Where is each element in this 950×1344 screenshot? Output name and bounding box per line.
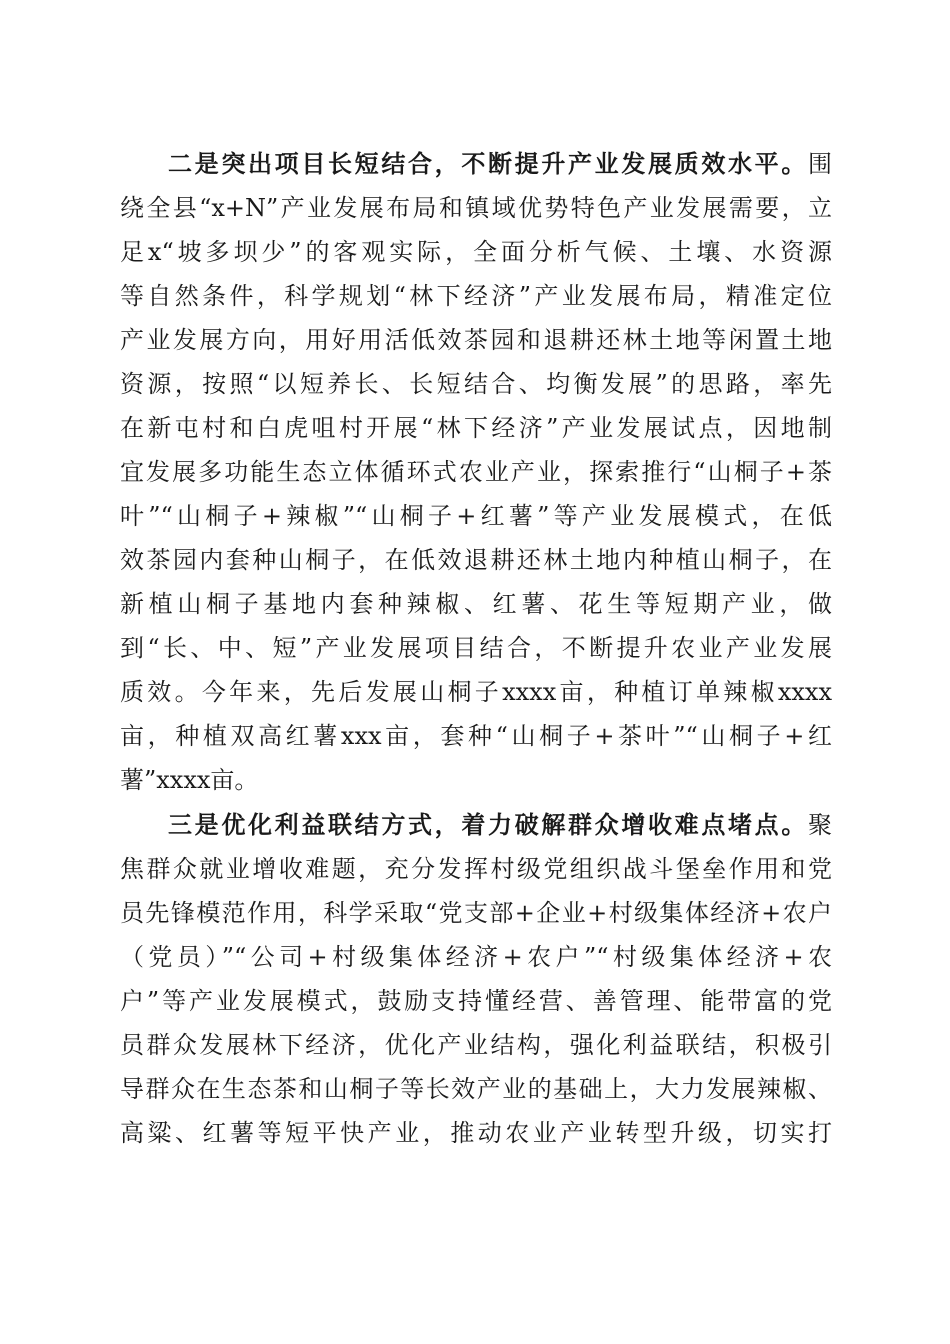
paragraph-1-line: 资源，按照“以短养长、长短结合、均衡发展”的思路，率先 [120, 370, 832, 398]
paragraph-2-line-1-text: 聚 [808, 811, 832, 839]
paragraph-1-line: 亩，种植双高红薯xxx亩，套种“山桐子+茶叶”“山桐子+红 [120, 722, 832, 750]
paragraph-1-line-1 [120, 142, 832, 186]
paragraph-1-line: 足x“坡多坝少”的客观实际，全面分析气候、土壤、水资源 [120, 238, 832, 266]
paragraph-1-line: 效茶园内套种山桐子，在低效退耕还林土地内种植山桐子，在 [120, 546, 832, 574]
paragraph-1 [120, 142, 832, 802]
paragraph-1-line: 新植山桐子基地内套种辣椒、红薯、花生等短期产业，做 [120, 590, 832, 618]
paragraph-2-line: 导群众在生态茶和山桐子等长效产业的基础上，大力发展辣椒、 [120, 1075, 832, 1103]
paragraph-2-line: 焦群众就业增收难题，充分发挥村级党组织战斗堡垒作用和党 [120, 855, 832, 883]
paragraph-1-line: 质效。今年来，先后发展山桐子xxxx亩，种植订单辣椒xxxx [120, 678, 832, 706]
paragraph-2-line: 高粱、红薯等短平快产业，推动农业产业转型升级，切实打 [120, 1119, 832, 1147]
paragraph-2-line: （党员）”“公司+村级集体经济+农户”“村级集体经济+农 [120, 943, 832, 971]
paragraph-1-line: 叶”“山桐子+辣椒”“山桐子+红薯”等产业发展模式，在低 [120, 502, 832, 530]
paragraph-1-line: 到“长、中、短”产业发展项目结合，不断提升农业产业发展 [120, 634, 832, 662]
paragraph-2-line-1 [120, 803, 832, 847]
paragraph-2 [120, 803, 832, 1155]
paragraph-2-heading: 三是优化利益联结方式，着力破解群众增收难点堵点。 [168, 810, 808, 839]
paragraph-2-line: 员群众发展林下经济，优化产业结构，强化利益联结，积极引 [120, 1031, 832, 1059]
paragraph-2-line: 户”等产业发展模式，鼓励支持懂经营、善管理、能带富的党 [120, 987, 832, 1015]
paragraph-2-line: 员先锋模范作用，科学采取“党支部+企业+村级集体经济+农户 [120, 899, 832, 927]
paragraph-1-line: 在新屯村和白虎咀村开展“林下经济”产业发展试点，因地制 [120, 414, 832, 442]
paragraph-1-line: 宜发展多功能生态立体循环式农业产业，探索推行“山桐子+茶 [120, 458, 832, 486]
paragraph-1-line: 绕全县“x+N”产业发展布局和镇域优势特色产业发展需要，立 [120, 194, 832, 222]
paragraph-1-line-1-text: 围 [808, 150, 832, 178]
paragraph-1-line: 薯”xxxx亩。 [120, 766, 259, 794]
paragraph-1-heading: 二是突出项目长短结合，不断提升产业发展质效水平。 [168, 149, 808, 178]
paragraph-1-line: 等自然条件，科学规划“林下经济”产业发展布局，精准定位 [120, 282, 832, 310]
paragraph-1-line: 产业发展方向，用好用活低效茶园和退耕还林土地等闲置土地 [120, 326, 832, 354]
